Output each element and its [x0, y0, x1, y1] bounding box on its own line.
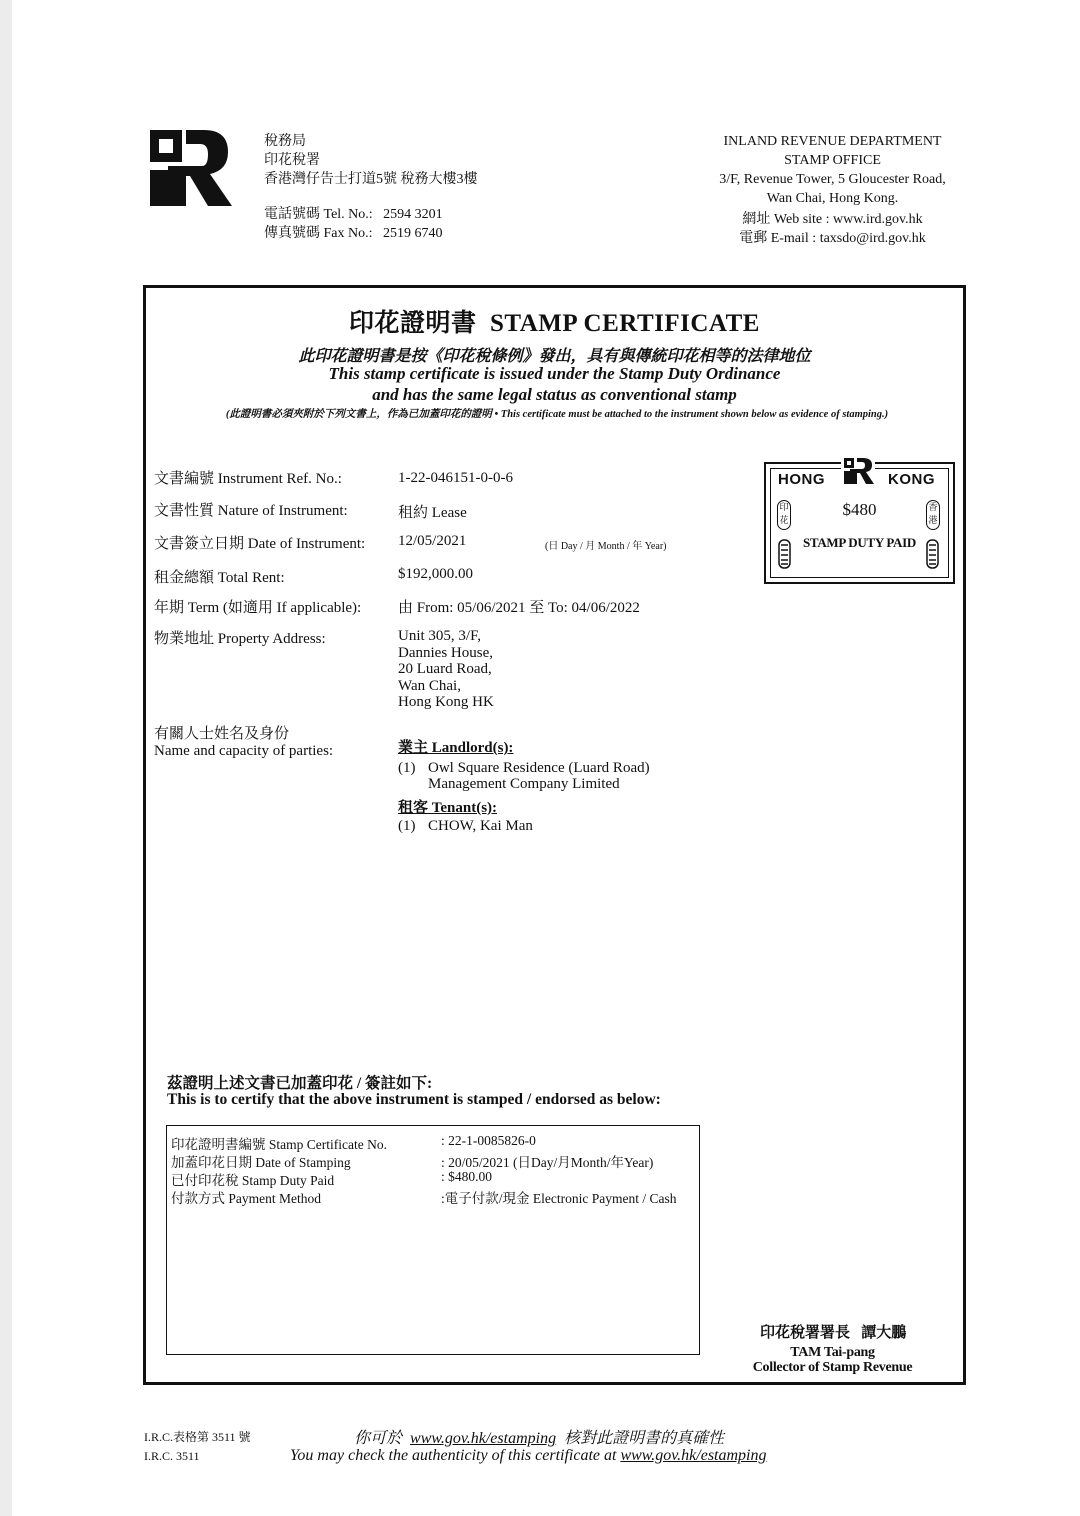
stamp-duty-paid-value: : $480.00 [441, 1169, 493, 1184]
stamp-duty-paid-label: STAMP DUTY PAID [803, 535, 916, 550]
ird-name-zh: 稅務局 [264, 134, 306, 149]
parties-label [154, 726, 333, 760]
page-left-edge [0, 0, 12, 1516]
payment-method-label: 付款方式 Payment Method [171, 1191, 321, 1206]
instrument-ref-label: 文書編號 Instrument Ref. No.: [154, 471, 342, 487]
property-address [398, 628, 494, 711]
collector-name: TAM Tai-pang [790, 1345, 875, 1360]
address-line: 20 Luard Road, [398, 661, 492, 677]
tenant-number: (1) [398, 818, 416, 834]
landlord-name-line1: Owl Square Residence (Luard Road) [428, 760, 650, 776]
nature-value: 租約 Lease [398, 505, 467, 521]
date-of-instrument-value: 12/05/2021 [398, 533, 467, 549]
landlord-name-line2: Management Company Limited [428, 776, 620, 792]
ird-logo [150, 130, 232, 206]
attachment-note: (此證明書必須夾附於下列文書上，作為已加蓋印花的證明 • This certificate must be attached to the instrument shown below as evidence of stamping.) [225, 409, 889, 420]
stamp-certificate-no-value: : 22-1-0085826-0 [441, 1133, 536, 1148]
address-en-line1: 3/F, Revenue Tower, 5 Gloucester Road, [719, 172, 946, 187]
address-line: Wan Chai, [398, 677, 461, 694]
tenant-name: CHOW, Kai Man [428, 818, 533, 834]
term-label: 年期 Term (如適用 If applicable): [154, 600, 362, 616]
landlord-heading: 業主 Landlord(s): [398, 740, 514, 756]
ird-english-address [690, 132, 975, 248]
property-address-label: 物業地址 Property Address: [154, 631, 326, 647]
stamp-amount: $480 [842, 500, 877, 519]
form-number-en: I.R.C. 3511 [144, 1449, 200, 1463]
authenticity-en-prefix: You may check the authenticity of this certificate at [290, 1447, 621, 1464]
parties-label-zh: 有關人士姓名及身份 [154, 726, 290, 742]
stamp-seal-left: 印花 [777, 500, 791, 530]
ird-name-en: INLAND REVENUE DEPARTMENT [723, 134, 942, 149]
form-number [144, 1428, 251, 1466]
date-of-instrument-label: 文書簽立日期 Date of Instrument: [154, 536, 366, 552]
tel-number: 電話號碼 Tel. No.: 2594 3201 [264, 207, 443, 222]
stamp-ird-logo [841, 457, 875, 485]
stamp-ornament-left [778, 539, 791, 569]
tenant-entry [398, 818, 533, 834]
authenticity-note-zh [354, 1425, 724, 1448]
certificate-title: 印花證明書 STAMP CERTIFICATE [349, 310, 760, 337]
total-rent-label: 租金總額 Total Rent: [154, 570, 285, 586]
term-value: 由 From: 05/06/2021 至 To: 04/06/2022 [398, 600, 640, 616]
certification-heading-en: This is to certify that the above instrument is stamped / endorsed as below: [167, 1091, 661, 1108]
date-format-hint: (日 Day / 月 Month / 年 Year) [545, 541, 667, 552]
fax-number: 傳真號碼 Fax No.: 2519 6740 [264, 226, 443, 241]
email: 電郵 E-mail : taxsdo@ird.gov.hk [739, 231, 926, 246]
landlord-number: (1) [398, 760, 416, 776]
tenant-heading: 租客 Tenant(s): [398, 800, 498, 816]
parties-label-en: Name and capacity of parties: [154, 743, 334, 759]
collector-title-en: Collector of Stamp Revenue [752, 1360, 913, 1375]
collector-title-zh: 印花稅署署長 譚大鵬 [760, 1325, 907, 1341]
authenticity-zh-suffix: 核對此證明書的真確性 [556, 1430, 725, 1447]
total-rent-value: $192,000.00 [398, 566, 473, 582]
stamp-hong: HONG [778, 471, 825, 488]
payment-method-value: :電子付款/現金 Electronic Payment / Cash [441, 1191, 677, 1206]
authenticity-zh-prefix: 你可於 [354, 1430, 411, 1447]
stamp-duty-paid-label: 已付印花稅 Stamp Duty Paid [171, 1173, 335, 1188]
stamp-ornament-right [926, 539, 939, 569]
form-number-zh: I.R.C.表格第 3511 號 [144, 1430, 251, 1444]
address-line: Hong Kong HK [398, 694, 494, 710]
address-line: Unit 305, 3/F, [398, 628, 481, 644]
authenticity-note-en [290, 1447, 767, 1465]
instrument-ref-value: 1-22-046151-0-0-6 [398, 470, 513, 486]
website: 網址 Web site : www.ird.gov.hk [742, 212, 923, 227]
landlord-entry [398, 760, 650, 792]
estamping-link-en[interactable]: www.gov.hk/estamping [620, 1447, 767, 1464]
stamp-certificate-no-label: 印花證明書編號 Stamp Certificate No. [171, 1137, 387, 1152]
subtitle-zh: 此印花證明書是按《印花稅條例》發出，具有與傳統印花相等的法律地位 [298, 348, 811, 365]
stamp-seal-right: 香港 [926, 500, 940, 530]
certification-heading-zh: 茲證明上述文書已加蓋印花 / 簽註如下: [167, 1075, 433, 1092]
ird-chinese-address [264, 132, 478, 243]
date-of-stamping-label: 加蓋印花日期 Date of Stamping [171, 1155, 351, 1170]
stamp-kong: KONG [888, 471, 935, 488]
address-en-line2: Wan Chai, Hong Kong. [766, 191, 899, 206]
address-zh: 香港灣仔告士打道5號 稅務大樓3樓 [264, 172, 478, 187]
address-line: Dannies House, [398, 644, 493, 661]
subtitle-en-line1: This stamp certificate is issued under the Stamp Duty Ordinance [328, 364, 781, 383]
stamp-office-zh: 印花稅署 [264, 153, 320, 168]
subtitle-en-line2: and has the same legal status as conventional stamp [372, 385, 737, 404]
nature-label: 文書性質 Nature of Instrument: [154, 503, 348, 519]
date-of-stamping-value: : 20/05/2021 (日Day/月Month/年Year) [441, 1155, 654, 1170]
estamping-link-zh[interactable]: www.gov.hk/estamping [410, 1430, 557, 1447]
stamp-office-en: STAMP OFFICE [784, 153, 881, 168]
